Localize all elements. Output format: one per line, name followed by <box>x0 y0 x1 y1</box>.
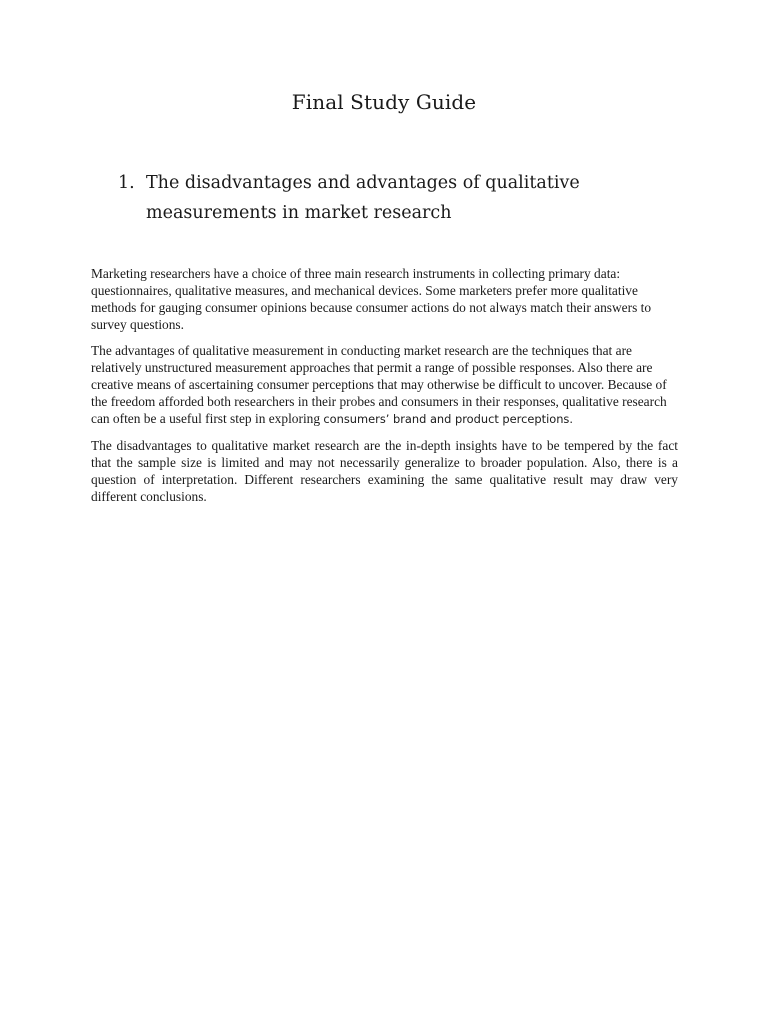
paragraph-advantages-tail: consumers’ brand and product perceptions. <box>323 412 573 426</box>
paragraph-advantages <box>91 342 678 428</box>
section-body <box>91 265 678 514</box>
section-heading-text: The disadvantages and advantages of qualitative measurements in market research <box>146 173 580 223</box>
section-number: 1. <box>118 173 135 193</box>
paragraph-intro: Marketing researchers have a choice of three main research instruments in collecting primary data: questionnaires, qualitative measures, and mechanical devices. Some marketers prefer more qualitative methods for gauging consumer opinions because consumer actions do not always match their answers to survey questions. <box>91 266 652 332</box>
section-heading <box>118 168 638 228</box>
paragraph-advantages-text: The advantages of qualitative measurement in conducting market research are the techniques that are relatively unstructured measurement approaches that permit a range of possible responses. Also there are creative means of ascertaining consumer perceptions that may otherwise be difficult to uncover. Because of the freedom afforded both researchers in their probes and consumers in their responses, qualitative research can often be a useful first step in exploring <box>91 343 667 426</box>
paragraph-disadvantages: The disadvantages to qualitative market research are the in-depth insights have to be tempered by the fact that the sample size is limited and may not necessarily generalize to broader population. Also, there is a question of interpretation. Different researchers examining the same qualitative result may draw very different conclusions. <box>91 438 678 504</box>
document-title: Final Study Guide <box>291 90 477 114</box>
